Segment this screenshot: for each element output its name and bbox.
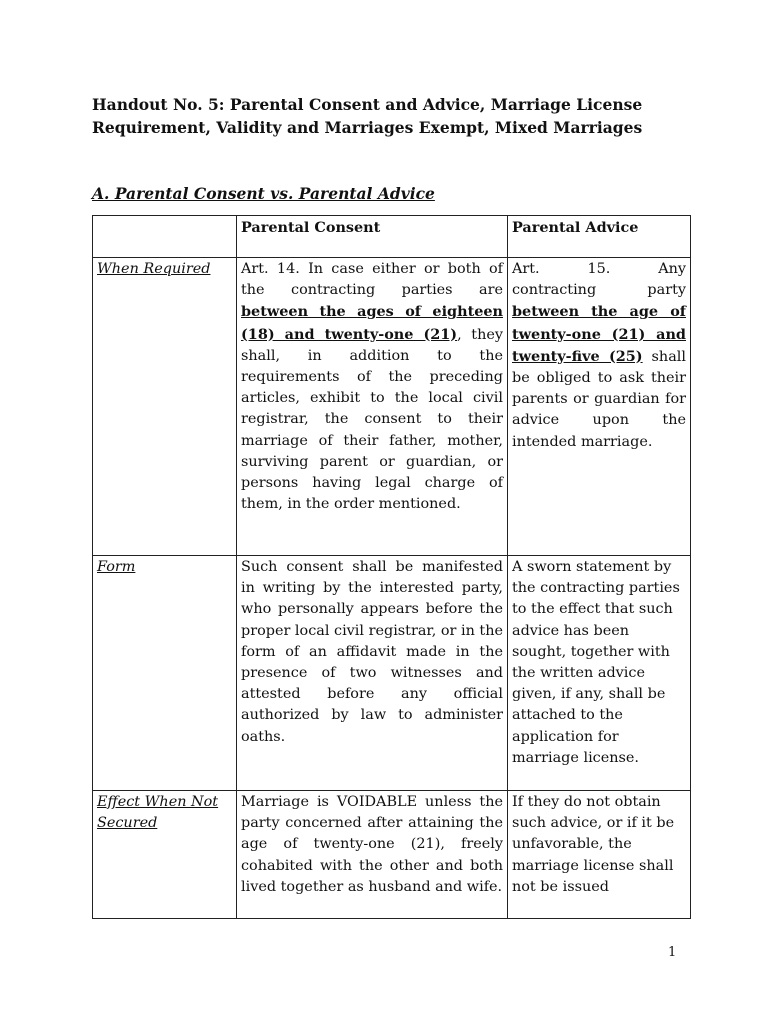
header-cell-empty — [93, 216, 237, 258]
advice-effect: If they do not obtain such advice, or if it be unfavorable, the marriage license shall not be issued — [508, 791, 691, 919]
page-number: 1 — [668, 945, 677, 960]
advice-age-range: between the age of twenty-one (21) and twenty-five (25) — [512, 303, 686, 365]
consent-when-required — [237, 258, 508, 556]
table-row-form — [93, 556, 691, 791]
header-parental-consent: Parental Consent — [237, 216, 508, 258]
advice-when-required-text: Art. 15. Any contracting party — [512, 261, 686, 299]
table-header-row — [93, 216, 691, 258]
row-label-when-required: When Required — [93, 258, 237, 556]
consent-age-range: between the ages of eighteen (18) and twenty-one (21) — [241, 303, 503, 343]
consent-effect: Marriage is VOIDABLE unless the party concerned after attaining the age of twenty-one (21), freely cohabited with the other and both lived together as husband and wife. — [237, 791, 508, 919]
section-heading: A. Parental Consent vs. Parental Advice — [92, 184, 435, 203]
advice-when-required-text-cont: shall be obliged to ask their parents or guardian for advice upon the intended marriage. — [512, 348, 686, 450]
comparison-table — [92, 215, 691, 919]
row-label-form: Form — [93, 556, 237, 791]
consent-form: Such consent shall be manifested in writing by the interested party, who personally appears before the proper local civil registrar, or in the form of an affidavit made in the presence of two witnesses and attested before any official authorized by law to administer oaths. — [237, 556, 508, 791]
table-row-effect-when-not-secured — [93, 791, 691, 919]
consent-when-required-text-cont: , they shall, in addition to the requirements of the preceding articles, exhibit to the local civil registrar, the consent to their marriage of their father, mother, surviving parent or guardian, or persons having legal charge of them, in the order mentioned. — [241, 326, 503, 513]
consent-when-required-text: Art. 14. In case either or both of the contracting parties are — [241, 261, 503, 299]
table-row-when-required — [93, 258, 691, 556]
handout-title: Handout No. 5: Parental Consent and Advice, Marriage License Requirement, Validity and Marriages Exempt, Mixed Marriages — [92, 95, 643, 137]
header-parental-advice: Parental Advice — [508, 216, 691, 258]
advice-form: A sworn statement by the contracting parties to the effect that such advice has been sought, together with the written advice given, if any, shall be attached to the application for marriage license. — [508, 556, 691, 791]
row-label-effect-when-not-secured: Effect When Not Secured — [93, 791, 237, 919]
advice-when-required — [508, 258, 691, 556]
